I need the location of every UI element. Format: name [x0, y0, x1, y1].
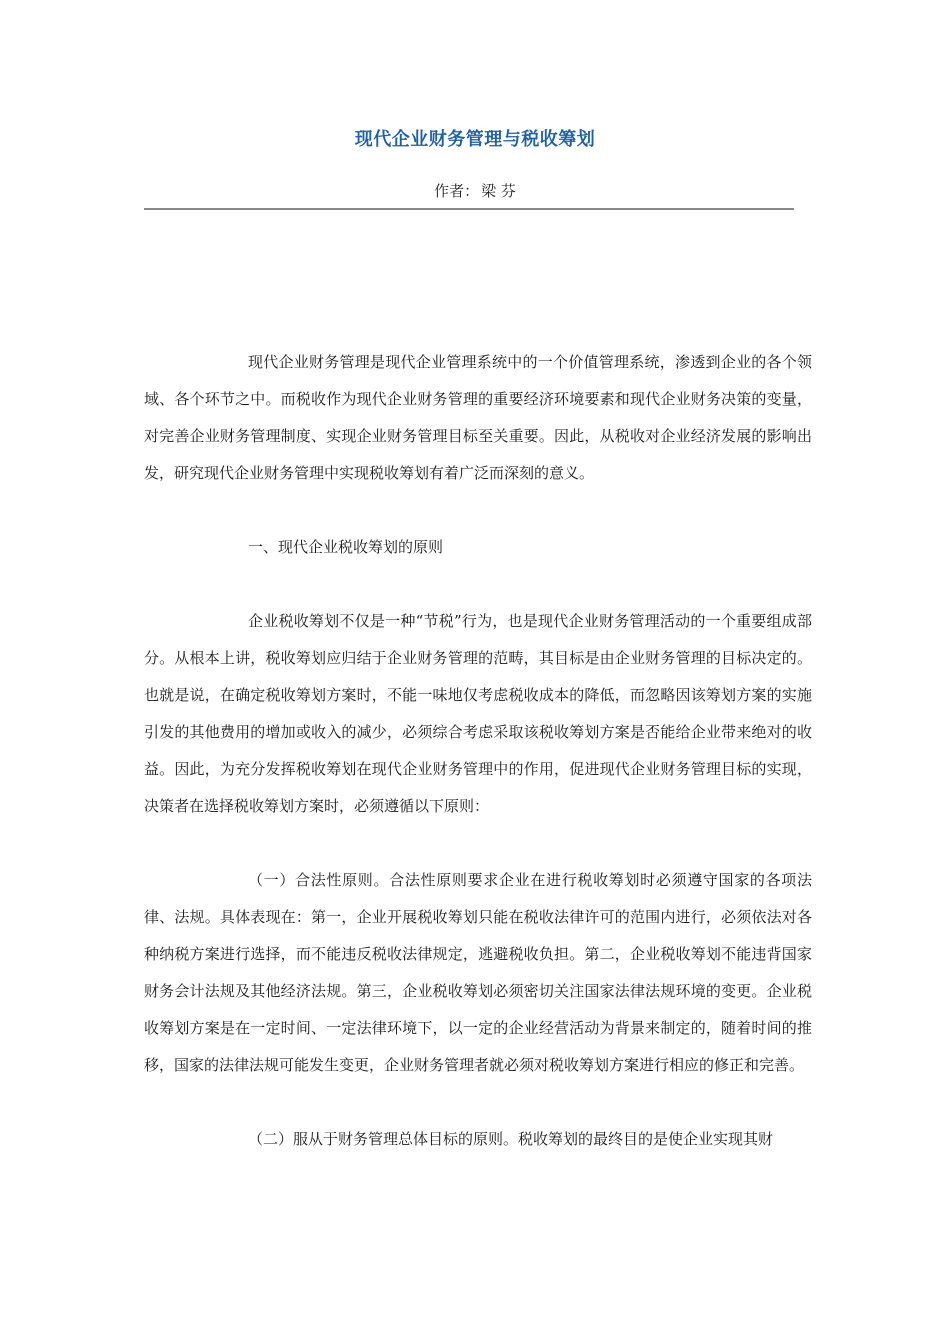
paragraph-goal: （二）服从于财务管理总体目标的原则。税收筹划的最终目的是使企业实现其财 [248, 1130, 774, 1148]
paragraph-intro: 现代企业财务管理是现代企业管理系统中的一个价值管理系统，渗透到企业的各个领域、各个环节之中。而税收作为现代企业财务管理的重要经济环境要素和现代企业财务决策的变量，对完善企业财务管理制度、实现企业财务管理目标至关重要。因此，从税收对企业经济发展的影响出发，研究现代企业财务管理中实现税收筹划有着广泛而深刻的意义。 [144, 353, 812, 482]
title-divider [144, 208, 794, 210]
paragraph-principles: 企业税收筹划不仅是一种“节税”行为，也是现代企业财务管理活动的一个重要组成部分。从根本上讲，税收筹划应归结于企业财务管理的范畴，其目标是由企业财务管理的目标决定的。也就是说，在确定税收筹划方案时，不能一味地仅考虑税收成本的降低，而忽略因该筹划方案的实施引发的其他费用的增加或收入的减少，必须综合考虑采取该税收筹划方案是否能给企业带来绝对的收益。因此，为充分发挥税收筹划在现代企业财务管理中的作用，促进现代企业财务管理目标的实现，决策者在选择税收筹划方案时，必须遵循以下原则： [144, 612, 812, 815]
document-title: 现代企业财务管理与税收筹划 [354, 129, 596, 150]
author-line [0, 180, 950, 201]
paragraph-legality: （一）合法性原则。合法性原则要求企业在进行税收筹划时必须遵守国家的各项法律、法规。具体表现在：第一，企业开展税收筹划只能在税收法律许可的范围内进行，必须依法对各种纳税方案进行选择，而不能违反税收法律规定，逃避税收负担。第二，企业税收筹划不能违背国家财务会计法规及其他经济法规。第三，企业税收筹划必须密切关注国家法律法规环境的变更。企业税收筹划方案是在一定时间、一定法律环境下，以一定的企业经营活动为背景来制定的，随着时间的推移，国家的法律法规可能发生变更，企业财务管理者就必须对税收筹划方案进行相应的修正和完善。 [144, 871, 812, 1074]
author-name: 梁 芬 [481, 182, 516, 200]
section-heading: 一、现代企业税收筹划的原则 [248, 538, 444, 556]
author-label: 作者： [434, 182, 480, 200]
document-body [144, 344, 812, 1158]
